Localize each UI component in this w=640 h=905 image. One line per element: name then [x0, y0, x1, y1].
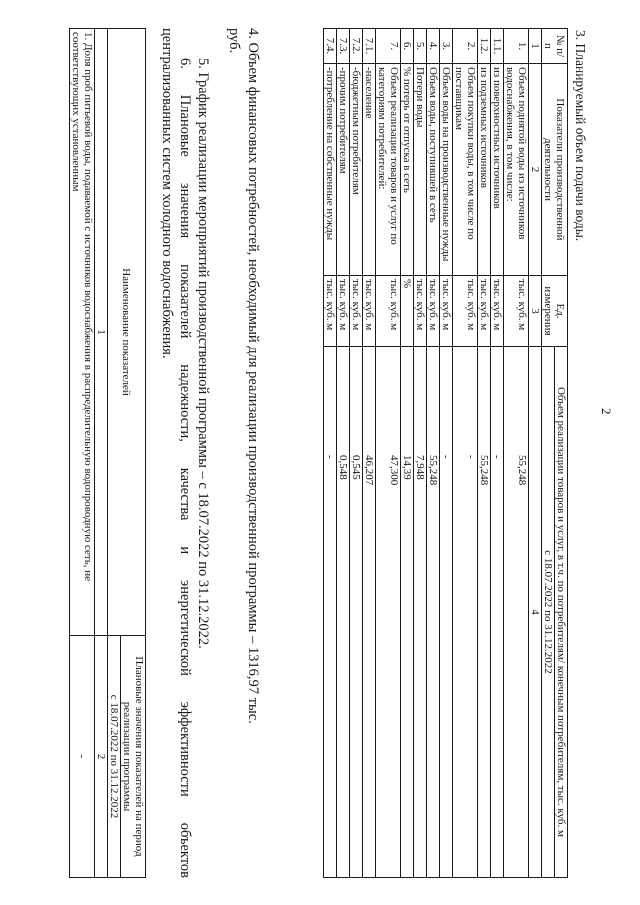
table-row: [491, 29, 504, 878]
row-unit: тыс. куб. м: [363, 276, 376, 347]
row-number: 6.: [401, 29, 414, 64]
row-indicator: -прочим потребителям: [337, 64, 350, 276]
header-number: № п/п: [542, 29, 568, 64]
row-indicator: % потерь от отпуска в сеть: [401, 64, 414, 276]
row-indicator: -бюджетным потребителям: [350, 64, 363, 276]
water-supply-table: [323, 28, 568, 878]
row-value: 0,545: [350, 347, 363, 878]
table2-row-name: 1. Доля проб питьевой воды, подаваемой с источников водоснабжения в распределительную водопроводную сеть, не соответствующих установленным: [70, 29, 95, 636]
row-number: 7.2.: [350, 29, 363, 64]
row-unit: тыс. куб. м: [440, 276, 453, 347]
row-value: -: [453, 347, 478, 878]
row-number: 2.: [453, 29, 478, 64]
table-row: [363, 29, 376, 878]
header-volume: Объем реализации товаров и услуг, в т.ч. по потребителям/ конечным потребителям, тыс. куб. м: [555, 347, 568, 878]
row-indicator: -население: [363, 64, 376, 276]
section-4-line-1: 4. Объем финансовых потребностей, необходимый для реализации производственной программы – 1316,97 тыс.: [245, 28, 261, 724]
table-column-numbers: [529, 29, 542, 878]
row-indicator: Объем воды, поступившей в сеть: [427, 64, 440, 276]
row-indicator: Объем поднятой воды из источников водоснабжения, в том числе:: [504, 64, 529, 276]
table-row: [440, 29, 453, 878]
row-unit: тыс. куб. м: [427, 276, 440, 347]
table-row: [70, 29, 95, 878]
row-number: 1.1.: [491, 29, 504, 64]
table-row: [414, 29, 427, 878]
row-value: 55,248: [427, 347, 440, 878]
row-unit: тыс. куб. м: [350, 276, 363, 347]
section-3-title: 3. Планируемый объем подачи воды.: [573, 30, 588, 242]
table-row: [453, 29, 478, 878]
row-value: 47,300: [376, 347, 401, 878]
table2-row-value: -: [70, 636, 95, 878]
row-value: -: [491, 347, 504, 878]
header-period: с 18.07.2022 по 31.12.2022: [542, 347, 555, 878]
row-indicator: -потребление на собственные нужды: [324, 64, 337, 276]
column-number: 1: [529, 29, 542, 64]
row-indicator: из подземных источников: [478, 64, 491, 276]
row-value: -: [324, 347, 337, 878]
row-number: 7.3.: [337, 29, 350, 64]
table-row: [350, 29, 363, 878]
row-value: 55,248: [504, 347, 529, 878]
row-number: 7.4.: [324, 29, 337, 64]
row-indicator: из поверхностных источников: [491, 64, 504, 276]
table2-header-row: [121, 29, 146, 878]
table-row: [376, 29, 401, 878]
section-5-text: 5. График реализации мероприятий производственной программы – с 18.07.2022 по 31.12.2022.: [195, 58, 211, 649]
table-row: [427, 29, 440, 878]
section-6-line-1: 6. Плановые значения показателей надежности, качества и энергетической эффективности объектов: [177, 58, 193, 878]
row-number: 7.: [376, 29, 401, 64]
row-indicator: Объем реализации товаров и услуг по категориям потребителей:: [376, 64, 401, 276]
row-number: 3.: [440, 29, 453, 64]
column-number: 1: [95, 29, 108, 636]
row-unit: тыс. куб. м: [376, 276, 401, 347]
reliability-indicators-table: [69, 28, 146, 878]
row-unit: тыс. куб. м: [337, 276, 350, 347]
row-indicator: Объем воды на производственные нужды: [440, 64, 453, 276]
row-unit: %: [401, 276, 414, 347]
table2-column-numbers: [95, 29, 108, 878]
column-number: 2: [529, 64, 542, 276]
table-row: [324, 29, 337, 878]
table2-header-period: с 18.07.2022 по 31.12.2022: [108, 636, 121, 878]
header-unit: Ед. измерения: [542, 276, 568, 347]
row-value: 0,548: [337, 347, 350, 878]
section-4-line-2: руб.: [226, 28, 242, 54]
table-row: [337, 29, 350, 878]
row-value: 7,948: [414, 347, 427, 878]
row-value: 14,39: [401, 347, 414, 878]
row-unit: тыс. куб. м: [453, 276, 478, 347]
table-row: [478, 29, 491, 878]
row-indicator: Потери воды: [414, 64, 427, 276]
row-number: 7.1.: [363, 29, 376, 64]
table-row: [401, 29, 414, 878]
table-body: [324, 29, 529, 878]
row-unit: тыс. куб. м: [491, 276, 504, 347]
row-number: 5.: [414, 29, 427, 64]
row-number: 1.: [504, 29, 529, 64]
table2-header-plan: Плановые значения показателей на период реализации программы: [121, 636, 146, 878]
table-row: [504, 29, 529, 878]
row-number: 4.: [427, 29, 440, 64]
row-unit: тыс. куб. м: [324, 276, 337, 347]
row-unit: тыс. куб. м: [504, 276, 529, 347]
table-header-row: [555, 29, 568, 878]
rotated-sheet: [16, 18, 616, 888]
row-unit: тыс. куб. м: [414, 276, 427, 347]
row-value: 46,207: [363, 347, 376, 878]
section-6-line-2: централизованных систем холодного водоснабжения.: [159, 28, 175, 359]
table2-header-name: Наименование показателей: [108, 29, 146, 636]
row-indicator: Объем покупки воды, в том числе по поставщикам: [453, 64, 478, 276]
row-value: -: [440, 347, 453, 878]
row-number: 1.2.: [478, 29, 491, 64]
row-unit: тыс. куб. м: [478, 276, 491, 347]
column-number: 3: [529, 276, 542, 347]
header-indicator: Показатели производственной деятельности: [542, 64, 568, 276]
column-number: 2: [95, 636, 108, 878]
row-value: 55,248: [478, 347, 491, 878]
page-number: 2: [599, 408, 614, 415]
column-number: 4: [529, 347, 542, 878]
